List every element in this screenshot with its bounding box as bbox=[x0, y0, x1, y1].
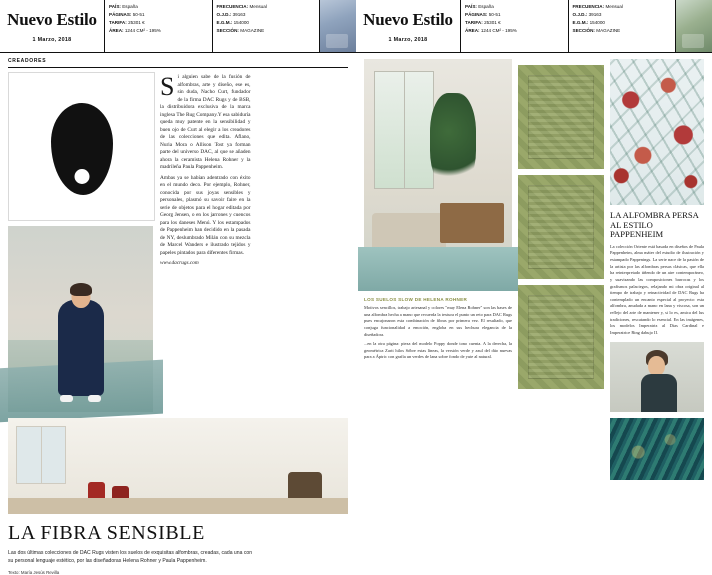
living-plant bbox=[430, 93, 476, 189]
right-masthead bbox=[356, 0, 712, 53]
field-label-pais-right: PAÍS: bbox=[465, 4, 477, 9]
field-label-seccion-right: SECCIÓN: bbox=[572, 27, 595, 33]
living-room-photo bbox=[364, 59, 512, 291]
interior-window bbox=[16, 426, 66, 484]
right-masthead-brand bbox=[356, 0, 460, 52]
field-label-paginas-right: PÁGINAS: bbox=[465, 11, 488, 17]
field-label-frecuencia-right: FRECUENCIA: bbox=[572, 4, 605, 9]
right-column-a bbox=[364, 59, 512, 497]
left-page-body bbox=[0, 68, 356, 575]
right-column-b bbox=[518, 59, 604, 497]
interior-floor bbox=[8, 498, 348, 514]
left-columns bbox=[8, 72, 348, 412]
section-label: CREADORES bbox=[8, 58, 47, 64]
rug-swatch-bottom bbox=[528, 295, 594, 379]
field-value-paginas: 50-51 bbox=[132, 11, 145, 17]
field-value-tarifa: 25301 € bbox=[128, 19, 145, 25]
portrait-hair bbox=[70, 283, 92, 296]
feature-headline: LA ALFOMBRA PERSA AL ESTILO PAPPENHEIM bbox=[610, 210, 699, 240]
field-label-frecuencia: FRECUENCIA: bbox=[216, 4, 249, 9]
article-paragraph-1: i alguien sabe de la fusión de alfombras, arte y diseño, ese es, sin duda, Nacho Curt, fundador de la firma DAC Rugs y de BSB, la distribuidora exclusiva de la marca inglesa The Rug Company.Y esa sabiduría queda muy patente en la sensibilidad y buen ojo de Curt al elegir a los creadores de las colecciones que edita. Aflano, Nuria Mora o Allison Tost ya forman parte del universo DAC, al que se añaden ahora la ceramista Helena Rohner y la madrileña Paula Pappenheim. bbox=[160, 74, 251, 171]
field-value-area-right: 1244 CM² - 195% bbox=[480, 27, 517, 33]
field-value-seccion: MAGAZINE bbox=[240, 27, 265, 33]
publication-date-right: 1 Marzo, 2018 bbox=[388, 37, 428, 43]
rug-caption-kicker: LOS SUELOS SLOW DE HELENA ROHNER bbox=[364, 297, 468, 302]
field-label-area: ÁREA: bbox=[109, 27, 124, 33]
left-masthead bbox=[0, 0, 356, 53]
portrait-shoe-left bbox=[60, 395, 73, 402]
living-cabinet bbox=[440, 203, 504, 243]
wallpaper-photo bbox=[610, 59, 704, 205]
field-value-ojd: 39163 bbox=[232, 11, 246, 17]
left-masthead-col-1 bbox=[105, 0, 212, 52]
designer-portrait-photo bbox=[8, 226, 153, 412]
right-masthead-col-1 bbox=[461, 0, 568, 52]
field-label-tarifa-right: TARIFA: bbox=[465, 19, 483, 25]
publication-logo-right: Nuevo Estilo bbox=[363, 10, 453, 29]
rug-swatch-mid bbox=[528, 185, 594, 269]
artwork-image bbox=[8, 72, 155, 221]
feature-paragraph: La colección Oriente está basada en diseños de Paula Pappenheim, alma máter del estudio de ilustración y estampado Pappenings. La serie nace de la pasión de la artista por las alfombras persas clásicas, que ella ha reinterpretado tiñendo de un aire contemporáneo, y suavizando las composiciones barrocas y los grafismos palaciegos, relajando mi obra original al tiempo de trabajo y reinactividad de DAC Rugs ha contemplado un encanto especial al proyecto: esta alfombra, anudada a mano en lana y viscosa, son un reflejo del arte de mantener y, si lo es, amica del lus tradiciones, rescatando lo esencial. En las imágenes, los modelos Imperatriz al Dias Cardinal e Imperatrice Ring dabujo II. bbox=[610, 243, 704, 335]
field-label-seccion: SECCIÓN: bbox=[216, 27, 239, 33]
field-label-pais: PAÍS: bbox=[109, 4, 121, 9]
rug-caption-paragraph-2: ...en la otra página: pieza del modelo Poppy donde tono cuenta. A la derecha, la geométrica Zarit hilos Sóbre estas líneas, la versión verde y azul del dúo nuevas para a Áptric con grafía un verdes de lana sobre fondo de yute al natural. bbox=[364, 341, 512, 360]
living-rug bbox=[358, 247, 518, 291]
left-text-column bbox=[160, 72, 348, 412]
left-image-column bbox=[8, 72, 153, 412]
feature-body bbox=[610, 244, 704, 337]
field-value-paginas-right: 50-51 bbox=[488, 11, 501, 17]
field-label-ojd: O.J.D.: bbox=[216, 11, 232, 17]
portrait-shoe-right bbox=[88, 395, 101, 402]
field-value-frecuencia-right: Mensual bbox=[605, 4, 623, 9]
byline: Texto: María Jesús Revilla bbox=[8, 570, 60, 575]
field-value-area: 1244 CM² - 195% bbox=[124, 27, 161, 33]
rug-detail-photo-top bbox=[518, 65, 604, 169]
field-value-tarifa-right: 25301 € bbox=[484, 19, 501, 25]
article-deck: Las dos últimas colecciones de DAC Rugs visten los suelos de exquisitas alfombras, creadas, cada una con su personal lenguaje estético, por las diseñadoras Helena Rohner y Paula Pappenheim. bbox=[8, 550, 253, 565]
right-portrait-body bbox=[641, 374, 677, 412]
right-masthead-data bbox=[460, 0, 675, 52]
field-label-ojd-right: O.J.D.: bbox=[572, 11, 588, 17]
right-page-body bbox=[356, 53, 712, 497]
left-masthead-brand bbox=[0, 0, 104, 52]
artwork-shape bbox=[51, 103, 113, 195]
field-label-egm-right: E.G.M.: bbox=[572, 19, 589, 25]
left-masthead-data bbox=[104, 0, 319, 52]
field-value-seccion-right: MAGAZINE bbox=[596, 27, 621, 33]
right-masthead-col-2 bbox=[568, 0, 676, 52]
right-page bbox=[356, 0, 712, 500]
field-value-frecuencia: Mensual bbox=[249, 4, 267, 9]
drop-cap: S bbox=[160, 72, 175, 101]
field-value-egm-right: 154000 bbox=[589, 19, 605, 25]
right-column-c bbox=[610, 59, 704, 497]
article-body bbox=[160, 74, 348, 324]
article-paragraph-2: Ambas ya se habían adentrado con éxito en el mundo deco. Por ejemplo, Rohner, conocida por sus joyas sensibles y personales, plasmó su savoir faire en la serie de objetos para el hogar editada por Georg Jensen, o en los jarrones y cuencos para los daneses Menú. Y los estampados de Pappenheim han decidido en la pasada de NY, deslumbrado Milán con su mezcla de Marcel Wanders e ilustrado tejidos y papeles pintados para diferentes firmas. bbox=[160, 174, 251, 256]
publication-date: 1 Marzo, 2018 bbox=[32, 37, 72, 43]
field-label-paginas: PÁGINAS: bbox=[109, 11, 132, 17]
field-label-area-right: ÁREA: bbox=[465, 27, 480, 33]
rug-detail-photo-bottom bbox=[518, 285, 604, 389]
living-window bbox=[374, 71, 434, 189]
page-title: LA FIBRA SENSIBLE bbox=[8, 522, 205, 544]
portrait-figure bbox=[58, 300, 104, 396]
right-portrait-head bbox=[648, 356, 665, 376]
rug-swatch-top bbox=[528, 75, 594, 159]
field-label-tarifa: TARIFA: bbox=[109, 19, 127, 25]
left-masthead-thumbnail bbox=[319, 0, 356, 52]
field-label-egm: E.G.M.: bbox=[216, 19, 233, 25]
living-sofa bbox=[372, 213, 446, 251]
field-value-pais-right: España bbox=[478, 4, 494, 9]
field-value-ojd-right: 39163 bbox=[588, 11, 602, 17]
article-url: www.dacrugs.com bbox=[160, 260, 199, 267]
publication-logo: Nuevo Estilo bbox=[7, 10, 97, 29]
interior-photo bbox=[8, 418, 348, 514]
field-value-pais: España bbox=[122, 4, 138, 9]
rug-detail-photo-mid bbox=[518, 175, 604, 279]
rug-caption-paragraph-1: Motivos sencillos, trabajo artesanal y colores "muy Elena Rohner" son las bases de una alfombra hecha a mano que recuerda la textura el punto un reto para DAC Rugs pues encajonaron esta combinación de fibras por primera vez. El resultado, que conjuga funcionalidad a emoción, engloba en sus hechura elegancia de la diseñadora. bbox=[364, 305, 512, 337]
rug-caption-body bbox=[364, 305, 512, 361]
designer-portrait-photo-right bbox=[610, 342, 704, 412]
peacock-pattern-photo bbox=[610, 418, 704, 480]
field-value-egm: 154000 bbox=[233, 19, 249, 25]
wallpaper-pattern bbox=[610, 59, 704, 205]
left-masthead-col-2 bbox=[212, 0, 320, 52]
right-masthead-thumbnail bbox=[675, 0, 712, 52]
